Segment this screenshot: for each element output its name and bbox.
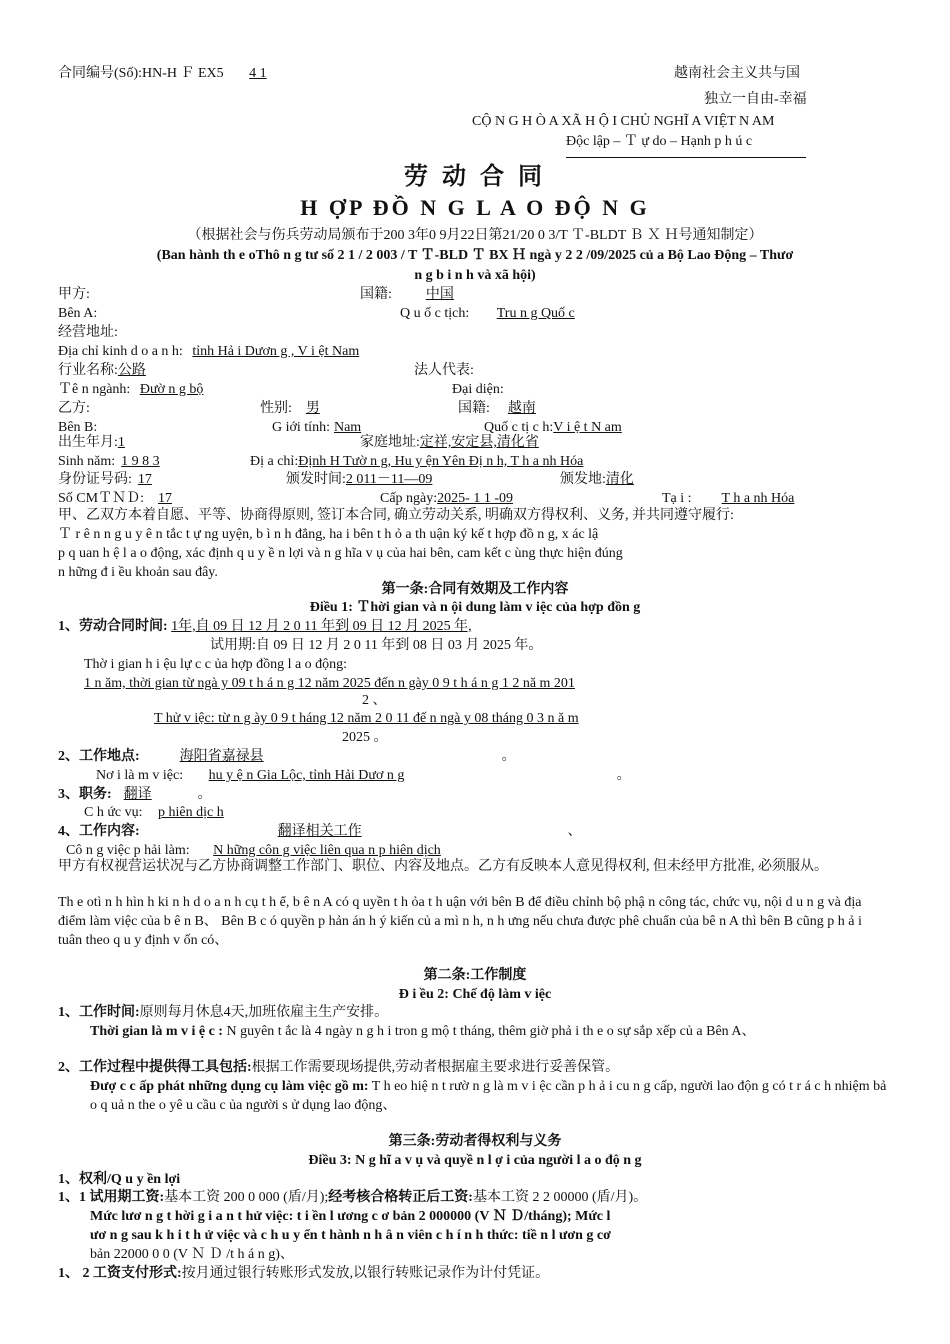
party-a-address bbox=[58, 323, 278, 342]
article3-item12 bbox=[58, 1264, 549, 1283]
sector-label: Ｔê n ngành: bbox=[58, 382, 131, 397]
position-vn-value: p hiên dịc h bbox=[158, 805, 224, 820]
id-value: 17 bbox=[137, 472, 152, 487]
official-wage-value: 基本工资 2 2 00000 (盾/月)。 bbox=[472, 1190, 648, 1205]
party-b-issue-date bbox=[286, 470, 470, 489]
sector-value: Đườ n g bộ bbox=[139, 382, 204, 397]
party-b-cn bbox=[58, 399, 156, 418]
motto-cn: 独立一自由-幸福 bbox=[704, 92, 807, 107]
issue-date-vn-label: Cấp ngày: bbox=[380, 491, 438, 506]
legal-basis-vn-2: n g b i n h và xã hội) bbox=[414, 268, 536, 283]
agreement-cn: 甲、乙双方本着自愿、平等、协商得原则, 签订本合同, 确立劳动关系, 明确双方得权利、义务, 并共同遵守履行: bbox=[58, 508, 734, 523]
article2-item2 bbox=[58, 1058, 619, 1077]
nationality-vn-label: Q u ố c tịch: bbox=[400, 306, 470, 321]
wage-payment-label: 1、 2 工资支付形式: bbox=[58, 1266, 182, 1281]
tools-vn-label: Đượ c c ấp phát những dụng cụ làm việc gồ m: bbox=[90, 1079, 369, 1094]
issue-date-value: 2 011－11—09 bbox=[345, 472, 433, 487]
id-vn-label: Số CMＴＮＤ: bbox=[58, 491, 144, 506]
article1-probation: 试用期:自 09 日 12 月 2 0 11 年到 08 日 03 月 2025 年。 bbox=[210, 638, 543, 653]
job-content-label: 4、工作内容: bbox=[58, 824, 140, 839]
issue-place-value: 清化 bbox=[605, 472, 634, 487]
contract-number-label: 合同编号(Số):HN-H Ｆ EX5 bbox=[58, 66, 224, 81]
motto-vn: Độc lập – Ｔ ự do – Hạnh p h ú c bbox=[566, 134, 753, 149]
article1-item1 bbox=[58, 617, 472, 636]
official-wage-label: 经考核合格转正后工资: bbox=[328, 1190, 473, 1205]
home-vn-label: Đị a chỉ: bbox=[250, 454, 299, 469]
work-hours-label: 1、工作时间: bbox=[58, 1005, 140, 1020]
work-hours-vn-label: Thời gian là m v i ệ c : bbox=[90, 1024, 223, 1039]
id-vn-value: 17 bbox=[157, 491, 172, 506]
work-hours-vn-value: N guyên t ắc là 4 ngày n g h i tron g mộ t tháng, thêm giờ phả i th e o sự sắp xếp củ a Bên A、 bbox=[226, 1024, 756, 1039]
title-cn: 劳 动 合 同 bbox=[404, 164, 546, 190]
legal-rep-label: 法人代表: bbox=[414, 363, 474, 378]
article1-term-vn-2: 1 n ăm, thời gian từ ngà y 09 t h á n g 12 năm 2025 đến n gày 0 9 t h á n g 1 2 nă m 201 bbox=[84, 676, 575, 691]
workplace-label: 2、工作地点: bbox=[58, 749, 140, 764]
party-a-industry bbox=[58, 361, 242, 380]
party-a-business-address bbox=[58, 342, 478, 361]
party-b-nationality bbox=[458, 399, 582, 418]
party-b-home bbox=[360, 433, 884, 452]
agreement-vn-2: p q uan h ệ l a o động, xác định q u y ề n lợi và n g hĩa v ụ của hai bên, cam kết c ùng thực hiện đúng bbox=[58, 546, 623, 561]
party-b-issue-place bbox=[560, 470, 706, 489]
article1-item2: 2、工作地点: 海阳省嘉禄县 。 bbox=[58, 749, 516, 764]
home-value: 定祥,安定县,清化省 bbox=[419, 435, 539, 450]
job-content-vn-label: Cô n g việc p hải làm: bbox=[66, 843, 190, 858]
article2-title-vn: Đ i ều 2: Chế độ làm v iệc bbox=[398, 987, 552, 1002]
job-content-value: 翻译相关工作 bbox=[277, 824, 362, 839]
party-b-home-vn bbox=[250, 452, 890, 471]
dob-vn-value: 1 9 8 3 bbox=[121, 454, 160, 469]
b-nationality-value: 越南 bbox=[507, 401, 536, 416]
workplace-value: 海阳省嘉禄县 bbox=[179, 749, 264, 764]
article1-probation-vn-2: 2025 。 bbox=[342, 730, 388, 745]
tools-vn-value: T h eo hiệ n t rườ n g là m v i ệc cần p h ả i cu n g cấp, người lao độn g có t r á c h nhiệm bả o q uả n the o yê u cầu c ủa người s ử dụng lao động、 bbox=[90, 1079, 887, 1113]
nationality-value: 中国 bbox=[425, 287, 454, 302]
article2-item1 bbox=[58, 1003, 388, 1022]
tools-label: 2、工作过程中提供得工具包括: bbox=[58, 1060, 252, 1075]
issue-date-vn-value: 2025- 1 1 -09 bbox=[437, 491, 513, 506]
nationality-label: 国籍: bbox=[360, 287, 392, 302]
home-label: 家庭地址: bbox=[360, 435, 420, 450]
contract-number bbox=[58, 64, 289, 83]
article2-item2-vn bbox=[90, 1077, 890, 1115]
industry-value: 公路 bbox=[117, 363, 146, 378]
probation-wage-value: 基本工资 200 0 000 (盾/月); bbox=[164, 1190, 329, 1205]
work-hours-value: 原则每月休息4天,加班依雇主生产安排。 bbox=[139, 1005, 389, 1020]
b-nationality-vn-label: Quố c tị c h: bbox=[484, 420, 554, 435]
country-name-vn: CỘ N G H Ò A XÃ H Ộ I CHỦ NGHĨ A VIỆT N AM bbox=[472, 114, 775, 129]
party-a-vn bbox=[58, 304, 227, 323]
article1-probation-vn: T hử v iệc: từ n g ày 0 9 t háng 12 năm 2 0 11 đế n ngà y 08 tháng 0 3 n ă m bbox=[154, 711, 579, 726]
party-a-cn bbox=[58, 285, 200, 304]
party-b-dob bbox=[58, 433, 190, 452]
party-a-rep-vn bbox=[452, 380, 594, 399]
article3-title-cn: 第三条:劳动者得权利与义务 bbox=[388, 1134, 562, 1149]
b-nationality-label: 国籍: bbox=[458, 401, 490, 416]
party-a-legal-rep bbox=[414, 361, 570, 380]
issue-place-label: 颁发地: bbox=[560, 472, 606, 487]
article3-item11-vn-2: ươ n g sau k h i t h ử việc và c h u y ển t hành n h â n viên c h í n h thức: tiề n l ươn g cơ bbox=[90, 1228, 611, 1243]
party-b-gender bbox=[260, 399, 356, 418]
agreement-vn-3: n hững đ i ều khoản sau đây. bbox=[58, 565, 218, 580]
contract-term-label: 1、劳动合同时间: bbox=[58, 619, 168, 634]
article1-item2-vn: Nơ i là m v iệc: hu y ệ n Gia Lộc, tỉnh Hải Dươ n g 。 bbox=[96, 768, 631, 783]
party-a-sector bbox=[58, 380, 262, 399]
article1-title-vn: Điều 1: Ｔhời gian và n ội dung làm v iệc của hợp đồn g bbox=[309, 600, 641, 615]
article1-title-cn: 第一条:合同有效期及工作内容 bbox=[381, 582, 569, 597]
gender-value: 男 bbox=[305, 401, 320, 416]
probation-wage-label: 1、1 试用期工资: bbox=[58, 1190, 165, 1205]
position-label: 3、职务: bbox=[58, 787, 112, 802]
legal-basis-cn: （根据社会与伤兵劳动局颁布于200 3年0 9月22日第21/20 0 3/T Ｔ-BLDT Ｂ Ｘ Ｈ号通知制定） bbox=[187, 228, 763, 243]
party-a-nationality bbox=[360, 285, 540, 304]
article1-term-vn-3: 2 、 bbox=[362, 693, 387, 708]
gender-vn-value: Nam bbox=[333, 420, 362, 435]
b-nationality-vn-value: V i ệ t N am bbox=[553, 420, 622, 435]
article3-item11 bbox=[58, 1188, 647, 1207]
gender-label: 性别: bbox=[260, 401, 292, 416]
article3-title-vn: Điều 3: N g hĩ a v ụ và quyề n l ợ i của người l a o độ n g bbox=[308, 1153, 642, 1168]
position-value: 翻译 bbox=[123, 787, 152, 802]
article1-term-vn-1: Thờ i gian h i ệu lự c c ủa hợp đồng l a o động: bbox=[84, 657, 348, 672]
nationality-vn-value: Tru n g Quố c bbox=[496, 306, 575, 321]
party-a-vn-label: Bên A: bbox=[58, 306, 98, 321]
position-vn-label: C h ức vụ: bbox=[84, 805, 143, 820]
party-a-label: 甲方: bbox=[58, 287, 90, 302]
workplace-vn-value: hu y ệ n Gia Lộc, tỉnh Hải Dươ n g bbox=[208, 768, 405, 783]
gender-vn-label: G iới tính: bbox=[272, 420, 330, 435]
party-b-label: 乙方: bbox=[58, 401, 90, 416]
article1-note-vn: Th e otì n h hìn h ki n h d o a n h cụ t h ể, b ê n A có q uyền t h ỏa t h uận với bên B để điều chỉnh bộ phậ n công tác, chức vụ, nội d u n g và địa điểm làm việc của b ê n B、 Bên B c ó quyền p hản án h ý kiến củ a mì n h, n h ưng nếu chưa được phê chuẩn của bê n A thì bên B cũng p h ả i tuân theo q u y định v ốn có、 bbox=[58, 895, 862, 948]
business-address-label: Địa chỉ kinh d o a n h: bbox=[58, 344, 183, 359]
id-label: 身份证号码: bbox=[58, 472, 132, 487]
article1-item3-vn bbox=[84, 803, 264, 822]
article1-item3: 3、职务: 翻译 。 bbox=[58, 787, 212, 802]
job-content-vn-value: N hững côn g việc liên qua n p hiên dịch bbox=[213, 843, 441, 858]
contract-term-value: 1年,自 09 日 12 月 2 0 11 年到 09 日 12 月 2025 年, bbox=[171, 619, 472, 634]
address-label: 经营地址: bbox=[58, 325, 118, 340]
agreement-vn-1: Ｔ r ê n n g u y ê n tắc t ự ng uyện, b ì n h đẳng, ha i bên t h ỏ a th uận ký kế t hợp đồ n g, x ác lậ bbox=[58, 527, 599, 542]
article3-item11-vn-1: Mức lươ n g t hời g i a n t hử việc: t i ền l ương c ơ bản 2 000000 (V Ｎ Ｄ/tháng); Mức l bbox=[90, 1209, 611, 1224]
home-vn-value: Định H Tườ n g, Hu y ện Yên Đị n h, T h a nh Hóa bbox=[298, 454, 584, 469]
country-name-cn: 越南社会主义共与国 bbox=[674, 66, 800, 81]
workplace-vn-label: Nơ i là m v iệc: bbox=[96, 768, 184, 783]
party-b-vn-label: Bên B: bbox=[58, 420, 98, 435]
title-vn: H ỢP ĐỒ N G L A O ĐỘ N G bbox=[300, 195, 650, 220]
contract-number-value: 4 1 bbox=[249, 66, 267, 81]
issue-date-label: 颁发时间: bbox=[286, 472, 346, 487]
article2-item1-vn bbox=[90, 1022, 890, 1041]
legal-basis-vn-1: (Ban hành th e oThô n g tư số 2 1 / 2 003 / T Ｔ-BLD Ｔ BX Ｈ ngà y 2 2 /09/2025 củ a Bộ Lao Động – Thươ bbox=[156, 248, 794, 263]
header-underline bbox=[566, 157, 806, 158]
party-b-id bbox=[58, 470, 198, 489]
article2-title-cn: 第二条:工作制度 bbox=[423, 968, 527, 983]
issue-place-vn-label: Tạ i : bbox=[662, 491, 692, 506]
wage-payment-value: 按月通过银行转账形式发放,以银行转账记录作为计付凭证。 bbox=[181, 1266, 550, 1281]
party-b-dob-vn bbox=[58, 452, 227, 471]
article1-item4: 4、工作内容: 翻译相关工作 、 bbox=[58, 824, 582, 839]
issue-place-vn-value: T h a nh Hóa bbox=[721, 491, 795, 506]
article3-item11-vn-3: bản 22000 0 0 (V Ｎ Ｄ /t h á n g)、 bbox=[90, 1247, 294, 1262]
rights-heading: 1、权利/Q u y ền lợi bbox=[58, 1172, 181, 1187]
dob-label: 出生年月: bbox=[58, 435, 118, 450]
dob-vn-label: Sinh năm: bbox=[58, 454, 116, 469]
industry-label: 行业名称: bbox=[58, 363, 118, 378]
business-address-value: tỉnh Hả i Dươn g , V i ệt Nam bbox=[192, 344, 360, 359]
dob-value: 1 bbox=[117, 435, 125, 450]
tools-value: 根据工作需要现场提供,劳动者根据雇主要求进行妥善保管。 bbox=[251, 1060, 620, 1075]
rep-vn-label: Đại diện: bbox=[452, 382, 504, 397]
party-a-nationality-vn bbox=[400, 304, 669, 323]
article1-note-cn: 甲方有权视营运状况与乙方协商调整工作部门、职位、内容及地点。乙方有反映本人意见得权利, 但未经甲方批准, 必须服从。 bbox=[58, 859, 828, 874]
